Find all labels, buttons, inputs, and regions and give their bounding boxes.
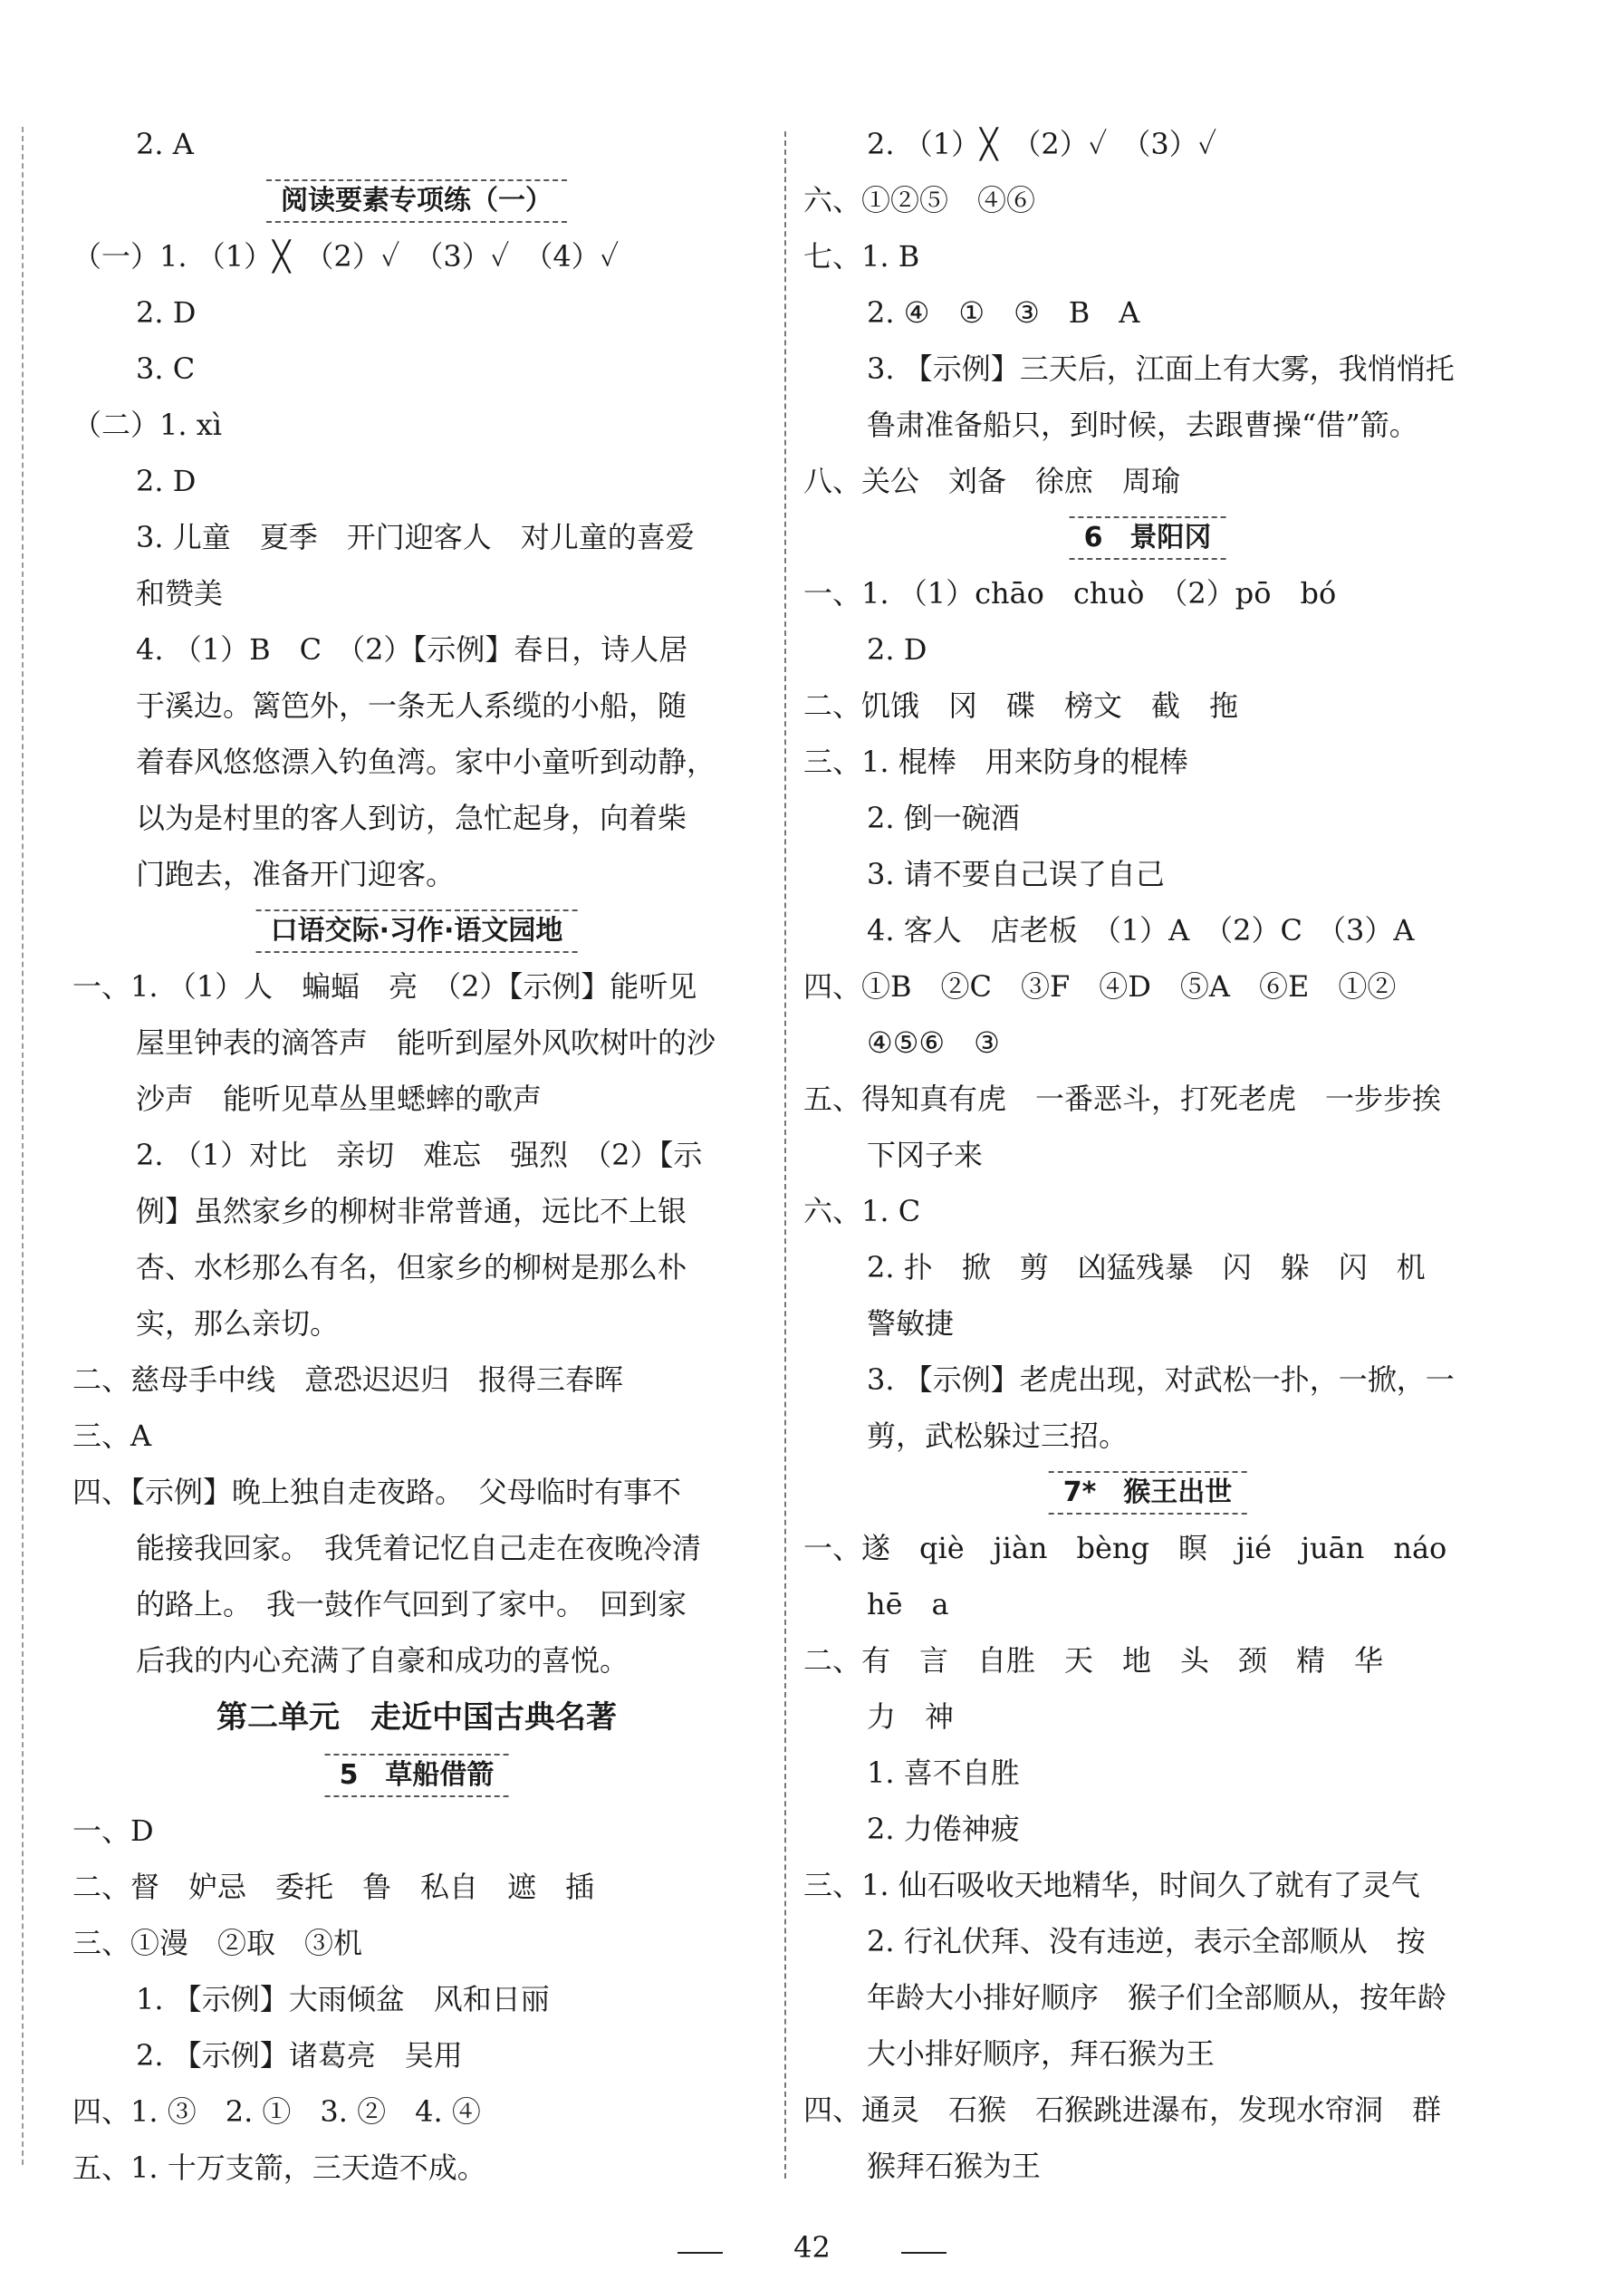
answer-line: 二、饥饿 冈 碟 榜文 截 拖 <box>803 688 1239 723</box>
answer-line: 大小排好顺序，拜石猴为王 <box>867 2036 1216 2071</box>
answer-line: 3. 【示例】老虎出现，对武松一扑，一掀，一 <box>867 1362 1455 1397</box>
section-heading-text: 7* 猴王出世 <box>1049 1471 1247 1515</box>
section-heading <box>72 172 761 228</box>
answer-line: 四、1. ③ 2. ① 3. ② 4. ④ <box>72 2094 481 2129</box>
answer-line: 三、1. 仙石吸收天地精华，时间久了就有了灵气 <box>803 1868 1420 1902</box>
left-column <box>72 116 761 2196</box>
answer-line: 警敏捷 <box>867 1306 955 1341</box>
answer-line: 实，那么亲切。 <box>136 1306 340 1341</box>
answer-line: 2. D <box>867 632 927 667</box>
answer-line: 1. 喜不自胜 <box>867 1756 1020 1790</box>
answer-line: 鲁肃准备船只，到时候，去跟曹操“借”箭。 <box>867 408 1418 442</box>
answer-line: 沙声 能听见草丛里蟋蟀的歌声 <box>136 1082 543 1116</box>
answer-line: 一、D <box>72 1813 154 1848</box>
answer-line: 猴拜石猴为王 <box>867 2149 1042 2183</box>
answer-line: 六、①②⑤ ④⑥ <box>803 183 1036 217</box>
section-heading <box>803 509 1492 565</box>
answer-line: 七、1. B <box>803 239 920 274</box>
section-heading-text: 口语交际·习作·语文园地 <box>256 909 578 953</box>
page-number: 42 <box>793 2230 831 2265</box>
answer-line: 四、【示例】晚上独自走夜路。 父母临时有事不 <box>72 1475 682 1509</box>
section-heading-text: 6 景阳冈 <box>1070 516 1226 560</box>
footer-rule-right <box>901 2252 947 2254</box>
answer-line: 例】虽然家乡的柳树非常普通，远比不上银 <box>136 1194 687 1228</box>
answer-line: 力 神 <box>867 1699 955 1734</box>
unit-title: 第二单元 走近中国古典名著 <box>216 1699 617 1736</box>
answer-line: 4. （1）B C （2）【示例】春日，诗人居 <box>136 632 688 667</box>
column-divider <box>784 131 786 2179</box>
answer-line: 2. （1）对比 亲切 难忘 强烈 （2）【示 <box>136 1138 703 1172</box>
answer-line: 着春风悠悠漂入钓鱼湾。家中小童听到动静， <box>136 745 716 779</box>
answer-line: 门跑去，准备开门迎客。 <box>136 857 456 891</box>
answer-line: 3. 【示例】三天后，江面上有大雾，我悄悄托 <box>867 351 1455 386</box>
section-heading-text: 5 草船借箭 <box>325 1754 509 1797</box>
answer-line: 一、1. （1）chāo chuò （2）pō bó <box>803 576 1337 611</box>
answer-line: 四、①B ②C ③F ④D ⑤A ⑥E ①② <box>803 969 1397 1004</box>
answer-line: 二、有 言 自胜 天 地 头 颈 精 华 <box>803 1643 1384 1678</box>
answer-line: ④⑤⑥ ③ <box>867 1025 1000 1060</box>
answer-line: 以为是村里的客人到访，急忙起身，向着柴 <box>136 801 687 835</box>
answer-line: 2. D <box>136 464 197 498</box>
section-heading <box>72 1746 761 1803</box>
answer-line: 六、1. C <box>803 1194 921 1228</box>
answer-line: 下冈子来 <box>867 1138 984 1172</box>
answer-line: 2. 倒一碗酒 <box>867 801 1020 835</box>
answer-line: 三、A <box>72 1419 152 1453</box>
answer-line: 2. （1）╳ （2）✓ （3）✓ <box>867 127 1217 161</box>
answer-line: 二、督 妒忌 委托 鲁 私自 遮 插 <box>72 1870 595 1904</box>
margin-line <box>22 127 24 2165</box>
answer-line: 后我的内心充满了自豪和成功的喜悦。 <box>136 1643 629 1678</box>
answer-line: 2. 【示例】诸葛亮 吴用 <box>136 2038 463 2073</box>
answer-line: 和赞美 <box>136 576 224 611</box>
answer-line: 1. 【示例】大雨倾盆 风和日丽 <box>136 1982 550 2016</box>
answer-line: 一、遂 qiè jiàn bèng 瞑 jié juān náo <box>803 1531 1447 1565</box>
answer-line: 2. 力倦神疲 <box>867 1812 1020 1846</box>
answer-line: 于溪边。篱笆外，一条无人系缆的小船，随 <box>136 688 687 723</box>
answer-line: （一）1. （1）╳ （2）✓ （3）✓ （4）✓ <box>72 239 620 274</box>
answer-line: 年龄大小排好顺序 猴子们全部顺从，按年龄 <box>867 1980 1447 2015</box>
right-column <box>803 116 1492 2194</box>
answer-line: 2. A <box>136 127 194 161</box>
answer-line: 五、1. 十万支箭，三天造不成。 <box>72 2150 486 2185</box>
answer-line: 二、慈母手中线 意恐迟迟归 报得三春晖 <box>72 1362 624 1397</box>
answer-line: 2. 扑 掀 剪 凶猛残暴 闪 躲 闪 机 <box>867 1250 1426 1284</box>
answer-line: 三、①漫 ②取 ③机 <box>72 1926 363 1960</box>
answer-line: hē a <box>867 1587 949 1621</box>
answer-line: 2. D <box>136 295 197 330</box>
answer-line: 能接我回家。 我凭着记忆自己走在夜晚冷清 <box>136 1531 702 1565</box>
answer-line: 3. 请不要自己误了自己 <box>867 857 1165 891</box>
answer-line: 4. 客人 店老板 （1）A （2）C （3）A <box>867 913 1415 948</box>
answer-line: 的路上。 我一鼓作气回到了家中。 回到家 <box>136 1587 687 1621</box>
answer-line: 剪，武松躲过三招。 <box>867 1419 1129 1453</box>
answer-line: 屋里钟表的滴答声 能听到屋外风吹树叶的沙 <box>136 1025 716 1060</box>
section-heading <box>72 902 761 958</box>
answer-line: 三、1. 棍棒 用来防身的棍棒 <box>803 745 1188 779</box>
page-number-footer <box>0 2230 1624 2265</box>
section-heading-text: 阅读要素专项练（一） <box>266 179 567 223</box>
answer-line: 2. 行礼伏拜、没有违逆，表示全部顺从 按 <box>867 1924 1426 1958</box>
answer-line: 3. C <box>136 351 196 386</box>
answer-line: 四、通灵 石猴 石猴跳进瀑布，发现水帘洞 群 <box>803 2092 1442 2127</box>
answer-line: 八、关公 刘备 徐庶 周瑜 <box>803 464 1181 498</box>
answer-line: 一、1. （1）人 蝙蝠 亮 （2）【示例】能听见 <box>72 969 697 1004</box>
answer-line: 杏、水杉那么有名，但家乡的柳树是那么朴 <box>136 1250 687 1284</box>
answer-line: 3. 儿童 夏季 开门迎客人 对儿童的喜爱 <box>136 520 695 554</box>
answer-line: （二）1. xì <box>72 408 222 442</box>
answer-line: 五、得知真有虎 一番恶斗，打死老虎 一步步挨 <box>803 1082 1442 1116</box>
section-heading <box>803 1464 1492 1520</box>
answer-line: 2. ④ ① ③ B A <box>867 295 1140 330</box>
